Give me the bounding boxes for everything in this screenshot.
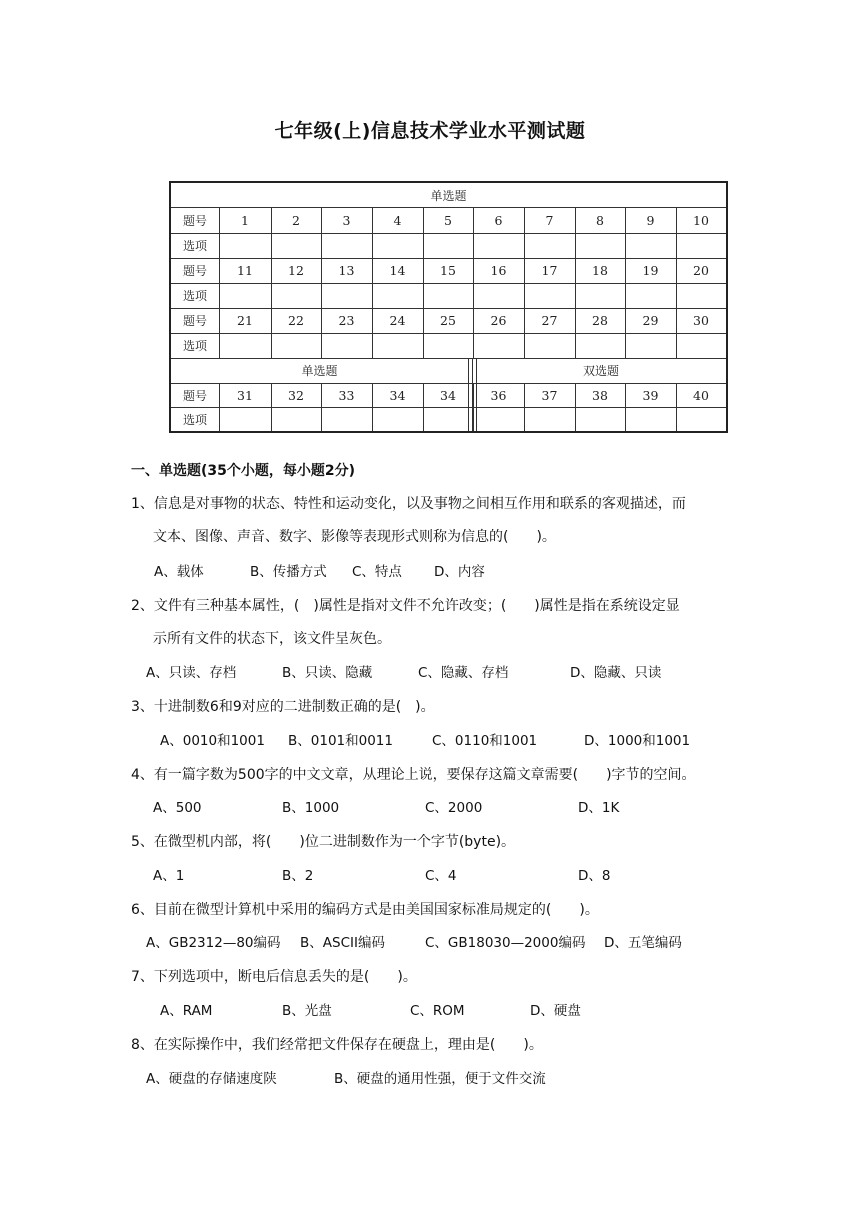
answer-option[interactable]: D、内容	[434, 564, 485, 580]
grid-question-number: 13	[338, 263, 355, 278]
answer-option[interactable]: C、隐藏、存档	[418, 665, 509, 681]
grid-question-number: 20	[693, 263, 709, 278]
answer-option[interactable]: D、隐藏、只读	[570, 665, 662, 681]
grid-label-number: 题号	[182, 314, 207, 328]
grid-question-number: 7	[545, 212, 554, 228]
section-title: 一、单选题(35个小题，每小题2分)	[131, 463, 356, 479]
grid-question-number: 5	[444, 212, 452, 228]
grid-question-number: 4	[393, 212, 402, 228]
answer-option[interactable]: B、ASCII编码	[300, 935, 385, 951]
grid-question-number: 30	[693, 313, 709, 328]
grid-question-number: 6	[494, 212, 503, 228]
grid-question-number: 8	[596, 212, 604, 228]
grid-header-single-choice: 单选题	[430, 188, 467, 203]
answer-option[interactable]: B、传播方式	[250, 564, 327, 580]
answer-option[interactable]: B、光盘	[282, 1003, 332, 1019]
grid-label-choice: 选项	[182, 412, 207, 427]
answer-options	[0, 933, 860, 953]
answer-option[interactable]: A、500	[153, 800, 202, 816]
question-stem-continued: 示所有文件的状态下，该文件呈灰色。	[153, 631, 391, 647]
question-stem: 2、文件有三种基本属性，( )属性是指对文件不允许改变；( )属性是指在系统设定显	[131, 598, 680, 614]
grid-question-number: 14	[389, 263, 406, 278]
question-stem-continued: 文本、图像、声音、数字、影像等表现形式则称为信息的( )。	[153, 529, 556, 545]
grid-question-number: 17	[541, 263, 558, 278]
question-stem: 4、有一篇字数为500字的中文文章，从理论上说，要保存这篇文章需要( )字节的空间。	[131, 767, 696, 783]
answer-option[interactable]: A、只读、存档	[146, 665, 237, 681]
question-stem: 6、目前在微型计算机中采用的编码方式是由美国国家标准局规定的( )。	[131, 902, 599, 918]
grid-question-number: 3	[342, 212, 351, 228]
answer-option[interactable]: C、ROM	[410, 1003, 465, 1019]
answer-option[interactable]: C、GB18030—2000编码	[425, 935, 586, 951]
answer-option[interactable]: B、1000	[282, 800, 340, 816]
grid-question-number: 1	[241, 212, 249, 228]
grid-question-number: 28	[592, 313, 608, 328]
answer-options	[0, 1069, 860, 1089]
grid-question-number: 37	[541, 387, 558, 403]
grid-label-choice: 选项	[182, 289, 207, 303]
grid-question-number: 11	[237, 263, 253, 278]
answer-option[interactable]: C、4	[425, 868, 457, 884]
answer-option[interactable]: B、硬盘的通用性强，便于文件交流	[334, 1071, 546, 1087]
grid-question-number: 22	[288, 313, 304, 328]
grid-question-number: 29	[642, 313, 659, 328]
grid-question-number: 21	[237, 313, 253, 328]
grid-question-number: 26	[490, 313, 507, 328]
grid-question-number: 18	[592, 263, 608, 278]
answer-option[interactable]: D、1000和1001	[584, 733, 691, 749]
answer-options	[0, 731, 860, 751]
answer-option[interactable]: C、2000	[425, 800, 483, 816]
answer-option[interactable]: A、硬盘的存储速度陕	[146, 1071, 277, 1087]
answer-option[interactable]: A、0010和1001	[160, 733, 265, 749]
answer-option[interactable]: B、2	[282, 868, 314, 884]
answer-option[interactable]: D、8	[578, 868, 611, 884]
answer-option[interactable]: C、0110和1001	[432, 733, 538, 749]
answer-grid	[169, 181, 728, 433]
answer-option[interactable]: A、1	[153, 868, 185, 884]
answer-option[interactable]: C、特点	[352, 564, 402, 580]
grid-question-number: 34	[389, 387, 406, 403]
question-stem: 3、十进制数6和9对应的二进制数正确的是( )。	[131, 699, 435, 715]
answer-options	[0, 866, 860, 886]
grid-question-number: 31	[237, 387, 253, 403]
grid-label-number: 题号	[182, 213, 207, 228]
answer-option[interactable]: D、1K	[578, 800, 620, 816]
question-stem: 8、在实际操作中，我们经常把文件保存在硬盘上，理由是( )。	[131, 1037, 543, 1053]
question-stem: 5、在微型机内部，将( )位二进制数作为一个字节(byte)。	[131, 834, 516, 850]
grid-question-number: 16	[490, 263, 507, 278]
answer-option[interactable]: B、0101和0011	[288, 733, 393, 749]
grid-question-number: 2	[292, 212, 300, 228]
grid-question-number: 9	[646, 212, 655, 228]
grid-question-number: 33	[338, 387, 355, 403]
grid-question-number: 32	[288, 387, 304, 403]
answer-options	[0, 798, 860, 818]
grid-question-number: 38	[592, 387, 608, 403]
grid-question-number: 24	[389, 313, 406, 328]
grid-label-number: 题号	[182, 264, 207, 278]
grid-header-double-choice: 双选题	[582, 364, 619, 378]
question-stem: 1、信息是对事物的状态、特性和运动变化，以及事物之间相互作用和联系的客观描述，而	[131, 496, 686, 512]
grid-question-number: 40	[693, 387, 709, 403]
answer-options	[0, 663, 860, 683]
grid-question-number: 27	[541, 313, 558, 328]
grid-question-number: 10	[693, 212, 709, 228]
answer-options	[0, 562, 860, 582]
answer-option[interactable]: A、载体	[154, 564, 204, 580]
grid-label-number: 题号	[182, 388, 207, 403]
grid-question-number: 36	[490, 387, 507, 403]
grid-question-number: 12	[288, 263, 304, 278]
question-stem: 7、下列选项中，断电后信息丢失的是( )。	[131, 969, 417, 985]
grid-label-choice: 选项	[182, 339, 207, 353]
grid-label-choice: 选项	[182, 239, 207, 253]
grid-question-number: 34	[440, 387, 456, 403]
answer-option[interactable]: D、五笔编码	[604, 935, 682, 951]
answer-options	[0, 1001, 860, 1021]
grid-question-number: 23	[338, 313, 355, 328]
grid-question-number: 19	[642, 263, 659, 278]
answer-option[interactable]: D、硬盘	[530, 1003, 581, 1019]
answer-option[interactable]: A、RAM	[160, 1003, 213, 1019]
answer-option[interactable]: B、只读、隐藏	[282, 665, 373, 681]
page-title: 七年级(上)信息技术学业水平测试题	[274, 120, 586, 142]
answer-option[interactable]: A、GB2312—80编码	[146, 935, 281, 951]
grid-header-single-choice-2: 单选题	[301, 364, 338, 378]
grid-question-number: 39	[642, 387, 659, 403]
grid-question-number: 15	[440, 263, 456, 278]
grid-question-number: 25	[440, 313, 456, 328]
